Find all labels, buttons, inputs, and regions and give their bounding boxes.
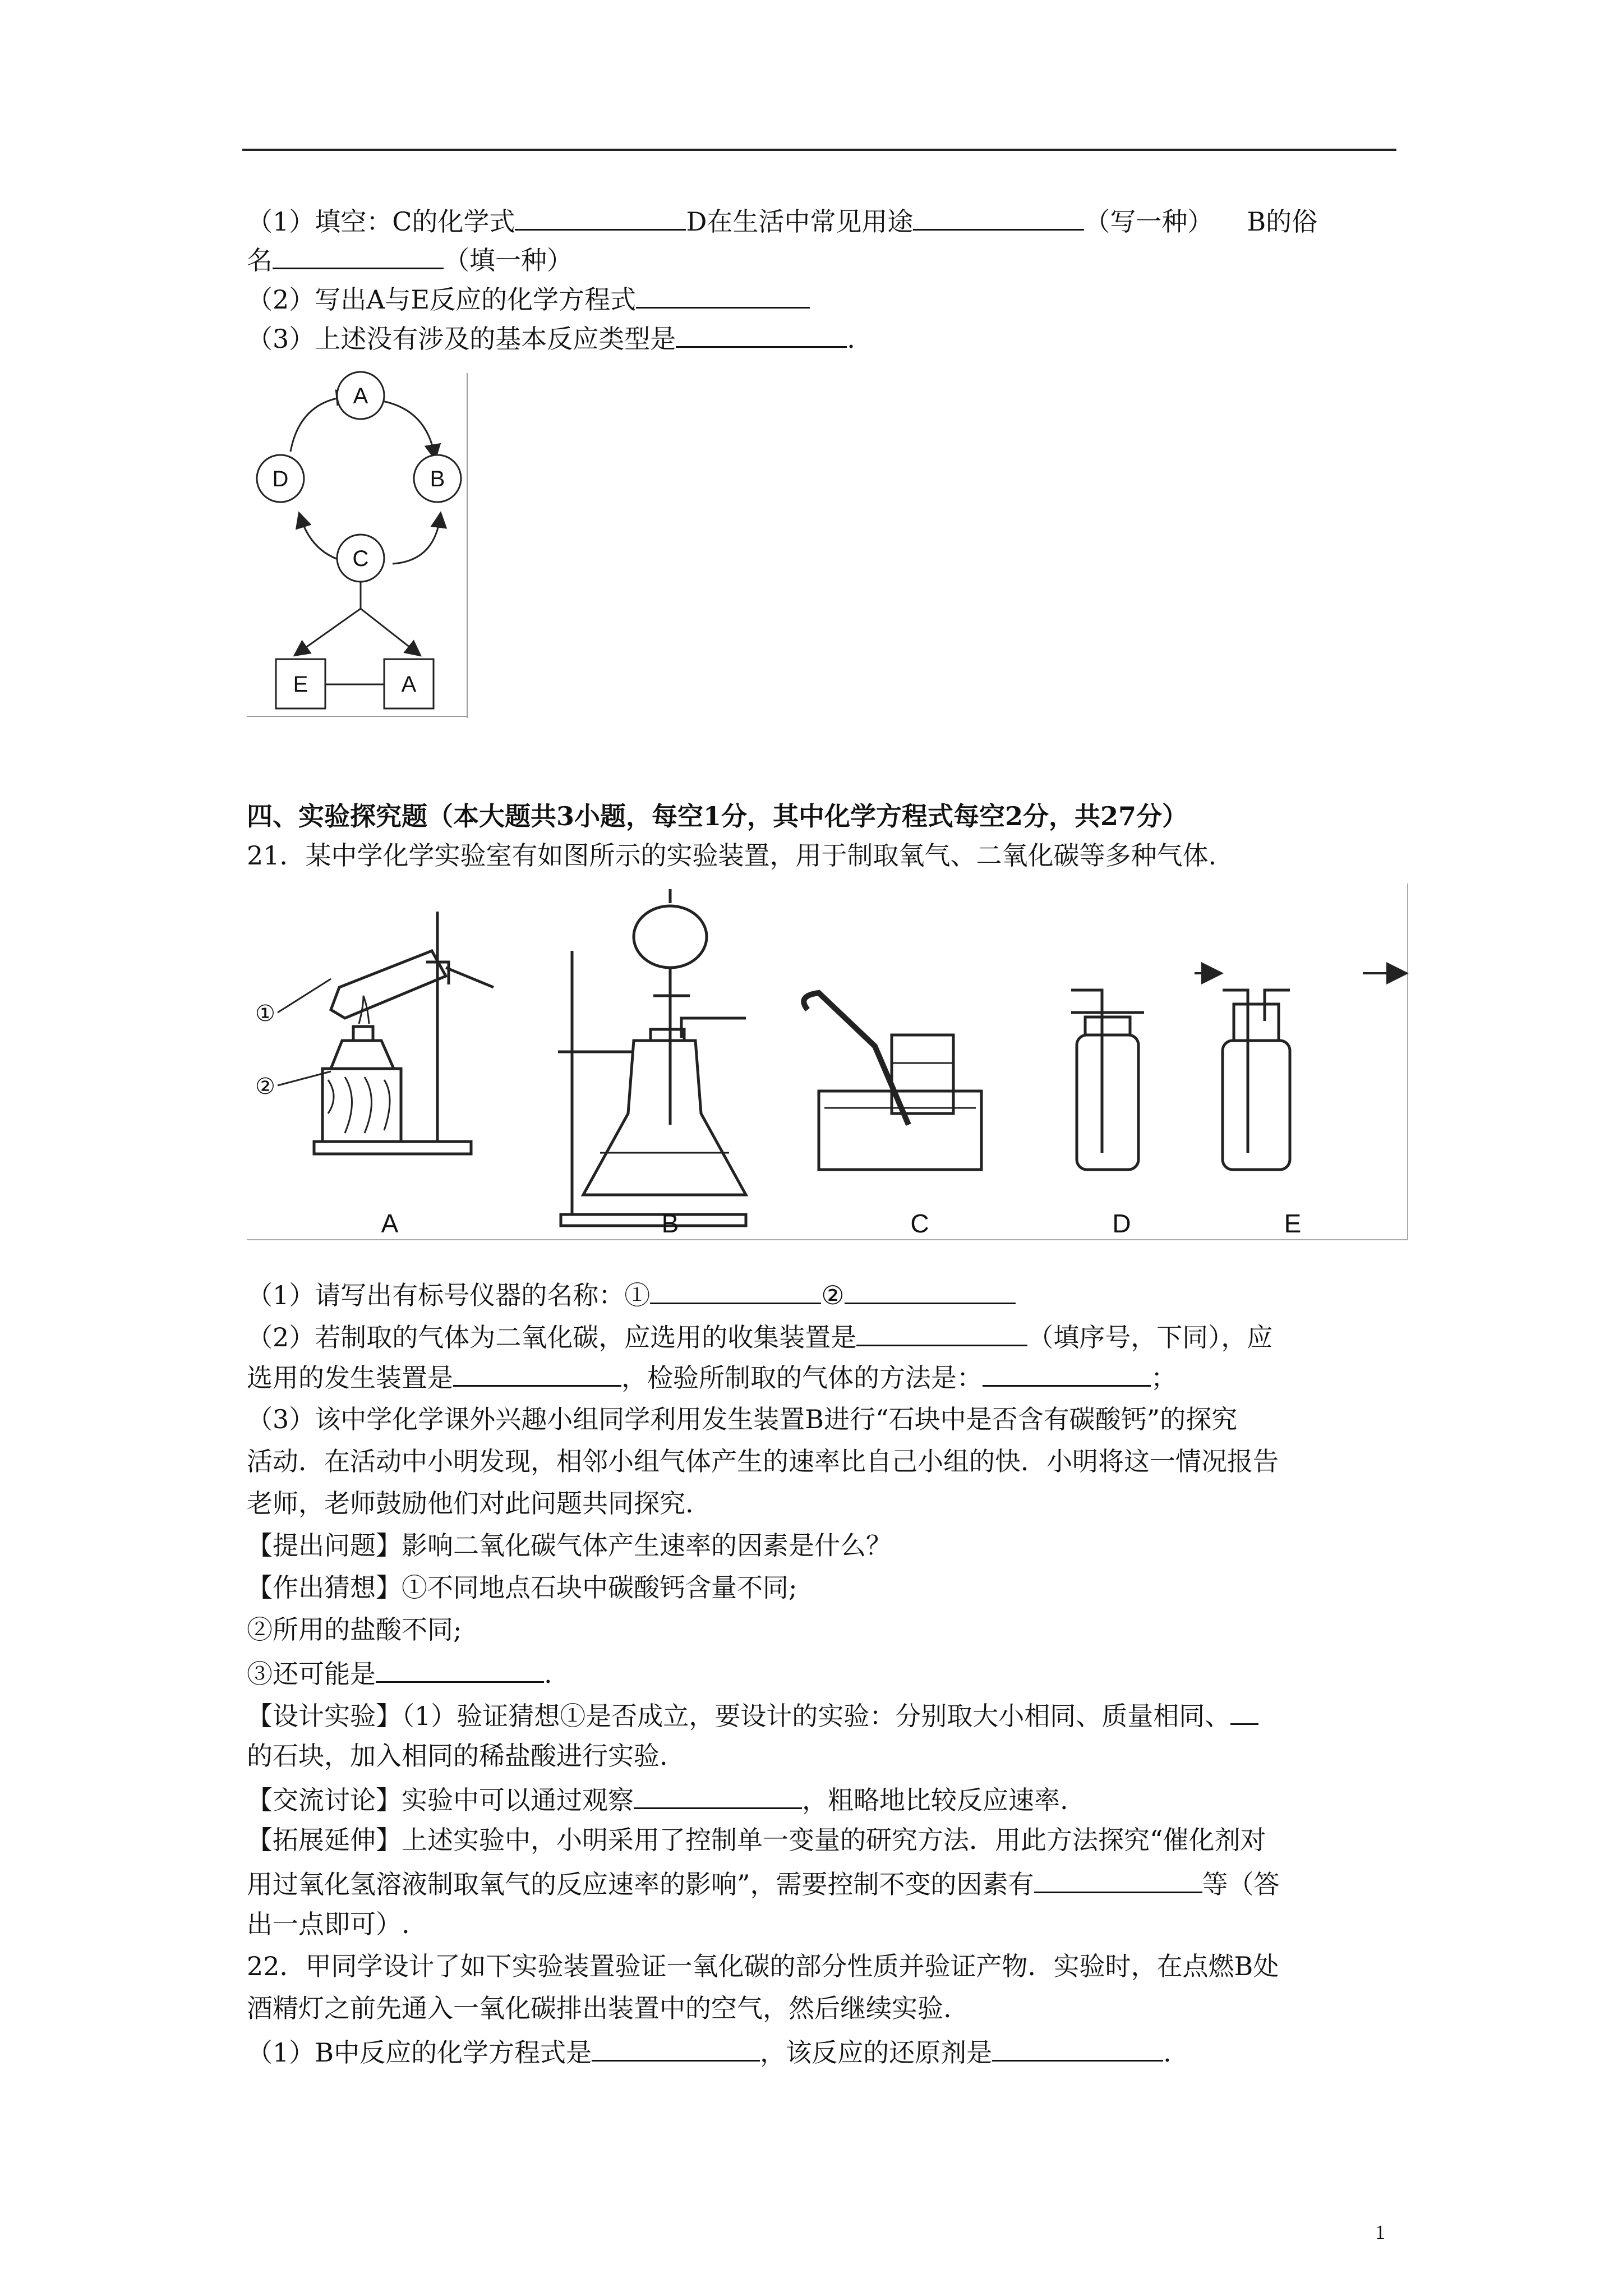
delivery-tube-a bbox=[446, 968, 494, 987]
answer-blank[interactable] bbox=[273, 238, 444, 269]
text: （2）写出A与E反应的化学方程式 bbox=[247, 284, 637, 315]
stand-base-a bbox=[314, 1142, 471, 1154]
alcohol-lamp bbox=[331, 1041, 394, 1069]
answer-blank[interactable] bbox=[515, 200, 686, 231]
text: ，粗略地比较反应速率. bbox=[802, 1785, 1068, 1815]
wood-grain bbox=[328, 1077, 390, 1133]
guess-3 bbox=[247, 1652, 552, 1694]
q21-part1 bbox=[247, 1273, 1016, 1315]
bottle-neck-e bbox=[1234, 1004, 1279, 1041]
answer-blank[interactable] bbox=[453, 1356, 621, 1387]
design-line1 bbox=[247, 1694, 1258, 1736]
node-e-label: E bbox=[293, 672, 308, 697]
text: （填序号，下同），应 bbox=[1027, 1322, 1273, 1352]
answer-blank[interactable] bbox=[983, 1356, 1151, 1387]
text: 等（答 bbox=[1202, 1869, 1280, 1899]
node-c-label: C bbox=[352, 546, 369, 571]
q3-line bbox=[247, 317, 855, 358]
text: （3）上述没有涉及的基本反应类型是 bbox=[247, 324, 676, 354]
answer-blank[interactable] bbox=[636, 278, 810, 309]
text: 选用的发生装置是 bbox=[247, 1363, 453, 1393]
guess-2: ②所用的盐酸不同; bbox=[247, 1614, 462, 1645]
q21-part3-line1: （3）该中学化学课外兴趣小组同学利用发生装置B进行“石块中是否含有碳酸钙”的探究 bbox=[247, 1404, 1238, 1434]
node-a2-label: A bbox=[401, 672, 417, 697]
node-a-label: A bbox=[353, 384, 368, 408]
answer-blank[interactable] bbox=[650, 1273, 821, 1304]
answer-blank[interactable] bbox=[376, 1652, 544, 1683]
text: （1）填空：C的化学式 bbox=[247, 206, 515, 237]
q-fill-line2 bbox=[247, 238, 573, 280]
answer-blank[interactable] bbox=[592, 2031, 760, 2062]
marker-1: ① bbox=[255, 1001, 275, 1027]
answer-blank[interactable] bbox=[1034, 1862, 1202, 1893]
extension-line2 bbox=[247, 1862, 1280, 1904]
text: ② bbox=[821, 1280, 845, 1310]
bottle-neck-d bbox=[1085, 1017, 1130, 1035]
q21-part2-line2 bbox=[247, 1356, 1177, 1397]
text: （填一种） bbox=[444, 245, 573, 275]
text: 【设计实验】（1）验证猜想①是否成立，要设计的实验：分别取大小相同、质量相同、 bbox=[247, 1701, 1231, 1731]
design-line2: 的石块，加入相同的稀盐酸进行实验. bbox=[247, 1741, 668, 1771]
delivery-tube-b bbox=[681, 1018, 746, 1038]
label-d: D bbox=[1112, 1209, 1131, 1238]
q21-part3-line3: 老师，老师鼓励他们对此问题共同探究. bbox=[247, 1488, 694, 1519]
ask-question: 【提出问题】影响二氧化碳气体产生速率的因素是什么？ bbox=[247, 1530, 892, 1561]
extension-line3: 出一点即可）. bbox=[247, 1909, 410, 1939]
text: ③还可能是 bbox=[247, 1659, 376, 1689]
answer-blank[interactable] bbox=[845, 1273, 1016, 1304]
answer-blank[interactable] bbox=[634, 1778, 802, 1809]
text: （1）请写出有标号仪器的名称：① bbox=[247, 1280, 651, 1310]
lamp-wick bbox=[353, 1027, 373, 1041]
label-e: E bbox=[1284, 1209, 1302, 1238]
text: B的俗 bbox=[1247, 206, 1318, 237]
text: 用过氧化氢溶液制取氧气的反应速率的影响”，需要控制不变的因素有 bbox=[247, 1869, 1034, 1899]
apparatus-figure bbox=[247, 878, 1413, 1257]
stand-base-b bbox=[561, 1214, 746, 1226]
q21-part3-line2: 活动．在活动中小明发现，相邻小组气体产生的速率比自己小组的快．小明将这一情况报告 bbox=[247, 1446, 1279, 1476]
label-b: B bbox=[661, 1209, 679, 1238]
separating-funnel bbox=[634, 906, 707, 968]
text: （2）若制取的气体为二氧化碳，应选用的收集装置是 bbox=[247, 1322, 857, 1352]
marker-line-1 bbox=[278, 979, 331, 1013]
label-c: C bbox=[910, 1209, 929, 1238]
text: ； bbox=[1151, 1363, 1177, 1393]
marker-2: ② bbox=[255, 1074, 275, 1099]
answer-blank[interactable] bbox=[856, 1315, 1027, 1346]
text: ，该反应的还原剂是 bbox=[760, 2037, 993, 2068]
answer-blank[interactable] bbox=[676, 317, 847, 348]
extension-line1: 【拓展延伸】上述实验中，小明采用了控制单一变量的研究方法．用此方法探究“催化剂对 bbox=[247, 1825, 1266, 1855]
section-heading: 四、实验探究题（本大题共3小题，每空1分，其中化学方程式每空2分，共27分） bbox=[247, 801, 1188, 831]
text: 名 bbox=[247, 245, 273, 275]
q-fill-line1 bbox=[247, 200, 1317, 241]
answer-blank[interactable] bbox=[992, 2031, 1163, 2062]
guess-1: 【作出猜想】①不同地点石块中碳酸钙含量不同; bbox=[247, 1572, 797, 1603]
q21-part2-line1 bbox=[247, 1315, 1272, 1357]
node-d-label: D bbox=[272, 467, 289, 491]
label-a: A bbox=[381, 1209, 399, 1238]
text: . bbox=[847, 324, 855, 354]
header-rule bbox=[242, 149, 1396, 151]
node-b-label: B bbox=[430, 467, 445, 491]
text: （1）B中反应的化学方程式是 bbox=[247, 2037, 592, 2068]
q22-part1 bbox=[247, 2031, 1172, 2072]
q2-line bbox=[247, 278, 810, 319]
gas-bottle-d bbox=[1077, 1035, 1138, 1170]
text: （写一种） bbox=[1084, 206, 1214, 237]
q21-stem: 21．某中学化学实验室有如图所示的实验装置，用于制取氧气、二氧化碳等多种气体. bbox=[247, 840, 1217, 871]
text: ，检验所制取的气体的方法是： bbox=[621, 1363, 983, 1393]
gas-bottle-e bbox=[1223, 1041, 1290, 1170]
discuss-line bbox=[247, 1778, 1068, 1820]
conical-flask bbox=[583, 1041, 746, 1195]
page-number: 1 bbox=[1375, 2221, 1385, 2243]
text: . bbox=[1163, 2037, 1172, 2068]
text: 【交流讨论】实验中可以通过观察 bbox=[247, 1785, 634, 1815]
q22-line1: 22．甲同学设计了如下实验装置验证一氧化碳的部分性质并验证产物．实验时，在点燃B处 bbox=[247, 1951, 1279, 1981]
answer-blank[interactable] bbox=[1230, 1694, 1258, 1725]
answer-blank[interactable] bbox=[913, 200, 1084, 231]
q22-line2: 酒精灯之前先通入一氧化碳排出装置中的空气，然后继续实验. bbox=[247, 1993, 952, 2023]
cycle-diagram bbox=[247, 367, 471, 718]
text: . bbox=[544, 1659, 552, 1689]
flask-stopper bbox=[651, 1029, 684, 1041]
text: D在生活中常见用途 bbox=[686, 206, 914, 237]
